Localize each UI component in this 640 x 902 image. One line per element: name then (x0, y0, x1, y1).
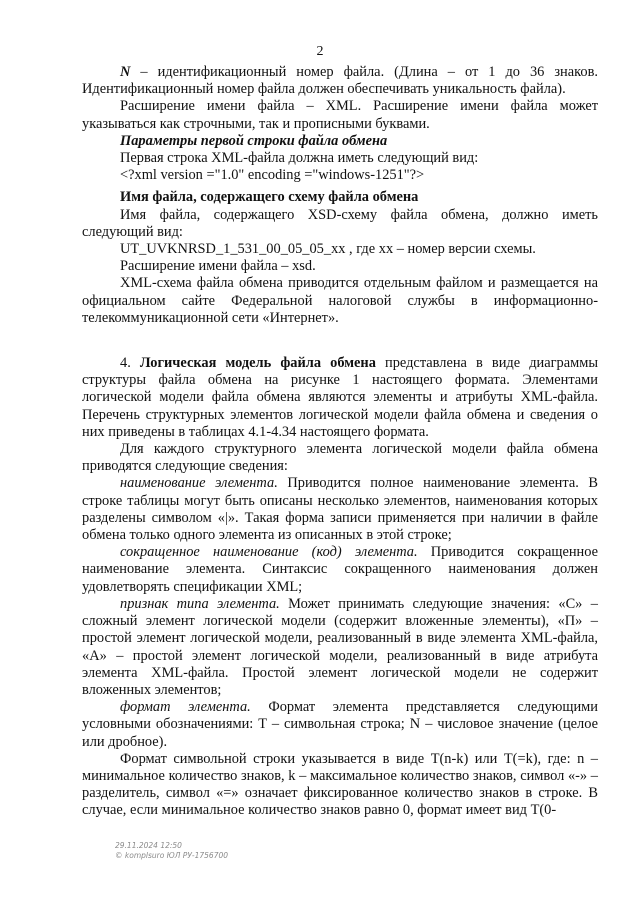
stamp-source: © komplsuro ЮЛ РУ-1756700 (115, 851, 229, 860)
page-number: 2 (316, 44, 324, 59)
paragraph-first-line: Первая строка XML-файла должна иметь следующий вид: (120, 150, 479, 167)
heading-first-line-params: Параметры первой строки файла обмена (120, 132, 388, 149)
item-text: Приводится полное наименование элемента. В строке таблицы могут быть описаны несколько элементов, наименования которых разделены символом «|». Такая форма записи применяется при наличии в файле обмена только одного элемента из описанных в этой строке; (82, 475, 598, 544)
paragraph-extension: Расширение имени файла – XML. Расширение имени файла может указываться как строчными, так и прописными буквами. (82, 98, 598, 132)
file-id-text: – идентификационный номер файла. (Длина – от 1 до 36 знаков. Идентификационный номер файла должен обеспечивать уникальность файла). (82, 64, 598, 98)
item-term: сокращенное наименование (код) элемента. (120, 544, 418, 561)
item-term: формат элемента. (120, 699, 251, 716)
paragraph-schema-publication: XML-схема файла обмена приводится отдельным файлом и размещается на официальном сайте Федеральной налоговой службы в информационно-телекоммуникационной сети «Интернет». (82, 275, 598, 326)
section-text: представлена в виде диаграммы структуры файла обмена на рисунке 1 настоящего формата. Элементами логической модели файла обмена являются элементы и атрибуты XML-файла. Перечень структурных элементов логической модели файла обмена и сведения о них приведены в таблицах 4.1-4.34 настоящего формата. (82, 355, 598, 440)
section-number: 4. (120, 355, 140, 372)
item-term: признак типа элемента. (120, 595, 280, 612)
document-body (82, 64, 598, 820)
list-item (82, 544, 598, 596)
list-item (82, 699, 598, 751)
paragraph-element-info: Для каждого структурного элемента логической модели файла обмена приводятся следующие сведения: (82, 441, 598, 475)
section-4-logical-model (82, 355, 598, 441)
paragraph-schema-name: Имя файла, содержащего XSD-схему файла обмена, должно иметь следующий вид: (82, 206, 598, 240)
section-lead: Логическая модель файла обмена (139, 355, 376, 372)
xml-declaration: <?xml version ="1.0" encoding ="windows-1251"?> (120, 167, 425, 184)
paragraph-string-format: Формат символьной строки указывается в виде T(n-k) или T(=k), где: n – минимальное количество знаков, k – максимальное количество знаков, символ «-» – разделитель, символ «=» означает фиксированное количество знаков в строке. В случае, если минимальное количество знаков равно 0, формат имеет вид T(0- (82, 750, 598, 819)
heading-schema-file-name: Имя файла, содержащего схему файла обмена (120, 189, 419, 206)
schema-file-name: UT_UVKNRSD_1_531_00_05_05_xx , где xx – номер версии схемы. (120, 241, 536, 258)
list-item (82, 475, 598, 544)
paragraph-xsd-extension: Расширение имени файла – xsd. (120, 258, 316, 275)
item-term: наименование элемента. (120, 475, 278, 492)
item-text: Приводится сокращенное наименование элемента. Синтаксис сокращенного наименования должен удовлетворять спецификации XML; (82, 544, 598, 595)
list-item (82, 596, 598, 699)
spacer (82, 327, 598, 355)
file-id-symbol: N (120, 64, 131, 80)
item-text: Может принимать следующие значения: «С» – сложный элемент логической модели (содержит вложенные элементы), «П» – простой элемент логической модели, реализованный в виде элемента XML-файла, «А» – простой элемент логической модели, реализованный в виде атрибута элемента XML-файла. Простой элемент логической модели не содержит вложенных элементов; (82, 595, 598, 698)
item-text: Формат элемента представляется следующими условными обозначениями: T – символьная строка; N – числовое значение (целое или дробное). (82, 699, 598, 750)
print-stamp (115, 841, 228, 861)
stamp-date: 29.11.2024 12:50 (115, 841, 182, 850)
paragraph-file-id (82, 64, 598, 98)
